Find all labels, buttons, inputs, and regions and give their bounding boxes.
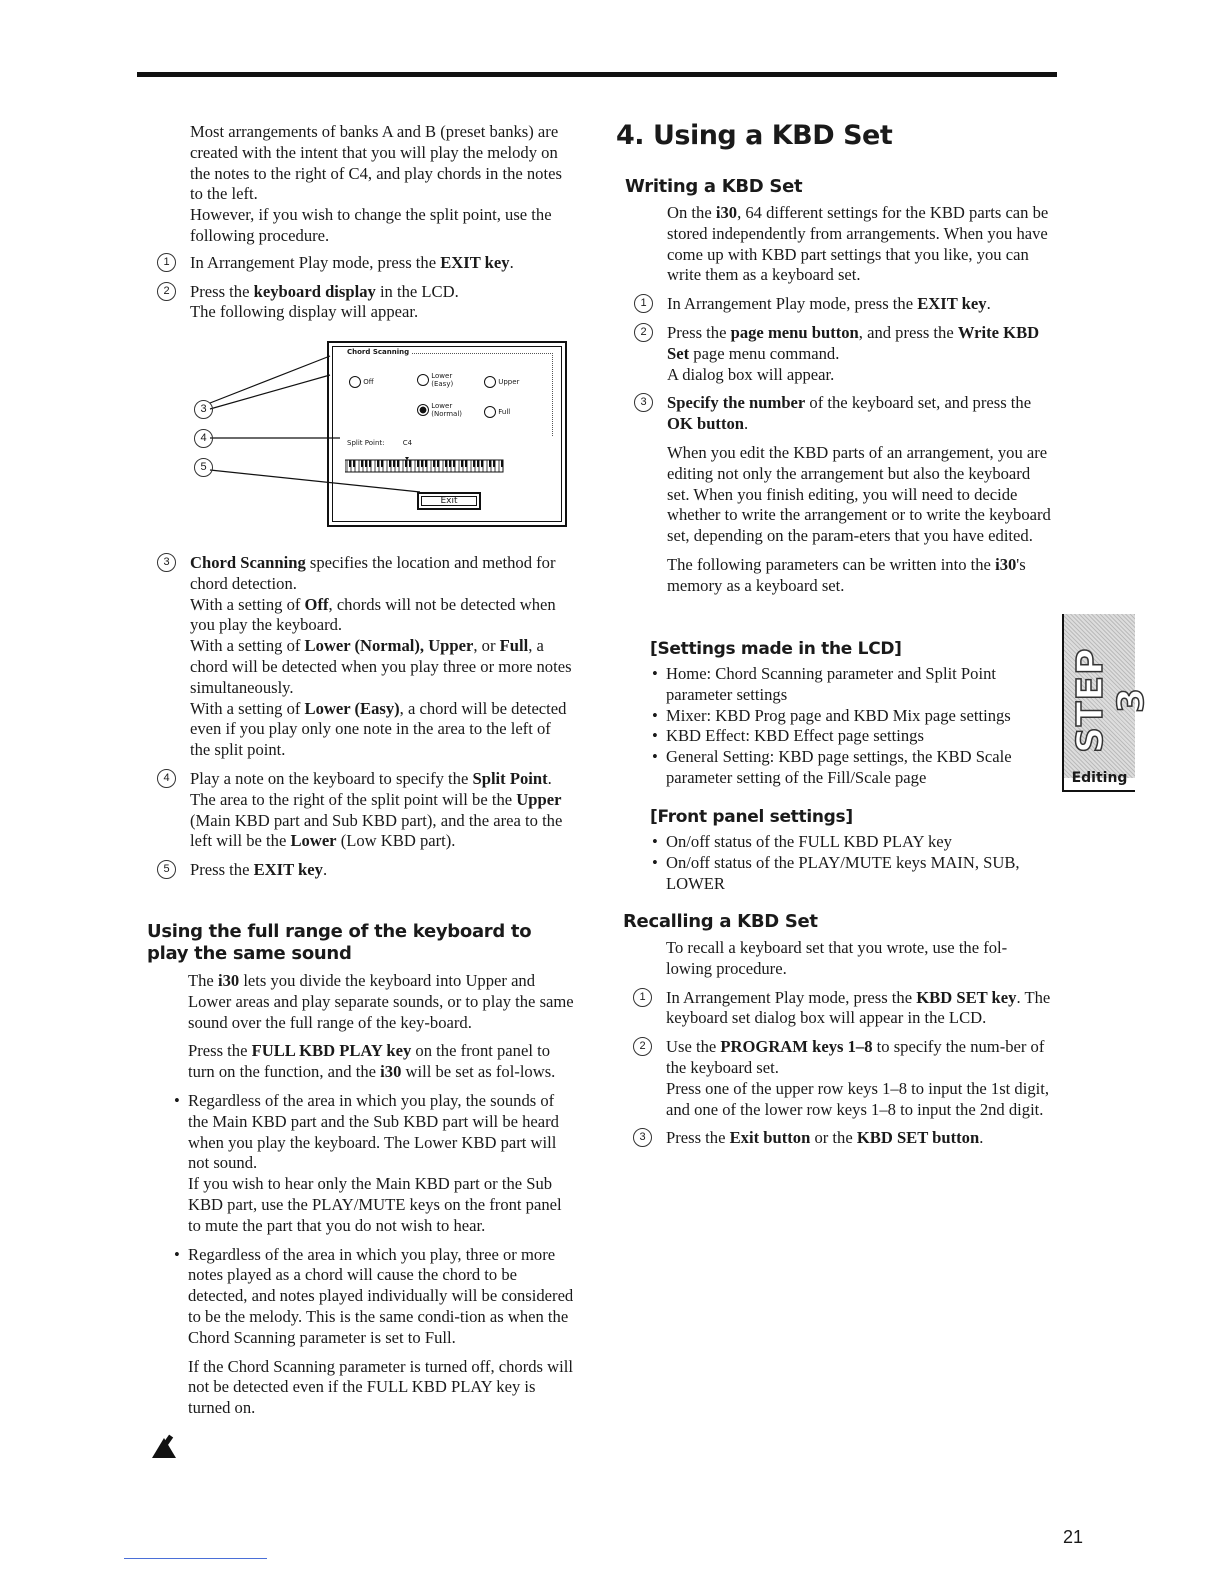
full-range-body <box>188 971 576 1419</box>
step-3: 3 Chord Scanning specifies the location and method for chord detection. With a setting of Off, chords will not be detected when you play the keyboard. With a setting of Lower (Normal), Upper, or Full, a chord will be detected when you play three or more notes simultaneously. With a setting of Lower (Easy), a chord will be detected even if you play only one note in the area to the left of the split point. <box>190 553 575 761</box>
step-5: 5 Press the EXIT key. <box>190 860 575 881</box>
step-number: 1 <box>633 988 652 1007</box>
editing-tab-label: Editing <box>1071 770 1128 786</box>
callout-4: 4 <box>194 429 213 448</box>
page-number: 21 <box>1063 1527 1084 1547</box>
split-point-field[interactable]: Split Point: C4 <box>347 439 413 447</box>
tab-underline <box>1062 790 1135 792</box>
radio-upper[interactable]: Upper <box>484 376 519 388</box>
front-item: • On/off status of the PLAY/MUTE keys MAIN, SUB, LOWER <box>666 853 1026 895</box>
black-key <box>501 460 503 467</box>
full-range-p2: Press the FULL KBD PLAY key on the front panel to turn on the function, and the i30 will be set as fol-lows. <box>188 1041 556 1082</box>
write-step-1: 1 In Arrangement Play mode, press the EXIT key. <box>667 294 1052 315</box>
full-range-bullet-1: • Regardless of the area in which you play, the sounds of the Main KBD part and the Sub KBD part will be heard when you play the keyboard. The Lower KBD part will not sound. If you wish to hear only the Main KBD part or the Sub KBD part, use the PLAY/MUTE keys on the front panel to mute the part that you do not wish to hear. <box>188 1091 576 1237</box>
recall-step-3: 3 Press the Exit button or the KBD SET button. <box>666 1128 1051 1149</box>
writing-body: On the i30, 64 different settings for the KBD parts can be stored independently from arrangements. When you have come up with KBD part settings that you like, you can write them as a keyboard set. 1 In Arrangement Play mode, press the EXIT key. 2 Press the page menu button, and press the Write KBD Set page menu command. A dialog box will appear. 3 Specify the number of the keyboard set, and press the OK button. When you edit the KBD parts of an arrangement, you are editing not only the arrangement but also the keyboard set. When you finish editing, you will need to decide whether to write the arrangement or to write the keyboard set, depending on the param-eters that you have edited. The following parameters can be written into the i30's memory as a keyboard set. <box>667 203 1052 597</box>
step-2: 2 Press the keyboard display in the LCD. The following display will appear. <box>190 282 575 324</box>
radio-lower-normal[interactable]: Lower (Normal) <box>417 402 483 418</box>
front-panel-title: [Front panel settings] <box>650 807 853 827</box>
footer-rule <box>124 1558 267 1559</box>
lcd-settings-title: [Settings made in the LCD] <box>650 639 902 659</box>
write-step-3: 3 Specify the number of the keyboard set, and press the OK button. <box>667 393 1052 435</box>
step-number: 2 <box>157 282 176 301</box>
tab-left-rule <box>1062 614 1064 792</box>
writing-title: Writing a KBD Set <box>625 176 803 197</box>
step-1: 1 In Arrangement Play mode, press the EXIT key. <box>190 253 575 274</box>
full-range-bullet-2: • Regardless of the area in which you play, three or more notes played as a chord will cause the chord to be detected, and notes played individually will be considered to be the melody. This is the same condi-tion as when the Chord Scanning parameter is set to Full. <box>188 1245 576 1349</box>
note-text: If the Chord Scanning parameter is turned off, chords will not be detected even if the FULL KBD PLAY key is turned on. <box>188 1356 573 1418</box>
step-number: 3 <box>633 1128 652 1147</box>
lcd-item: • Mixer: KBD Prog page and KBD Mix page settings <box>666 706 1046 727</box>
step-4: 4 Play a note on the keyboard to specify the Split Point. The area to the right of the split point will be the Upper (Main KBD part and Sub KBD part), and the area to the left will be the Lower (Low KBD part). <box>190 769 575 852</box>
chord-scanning-label: Chord Scanning <box>347 348 410 356</box>
step-number: 2 <box>634 323 653 342</box>
recall-step-2: 2 Use the PROGRAM keys 1–8 to specify the num-ber of the keyboard set. Press one of the upper row keys 1–8 to input the 1st digit, and one of the lower row keys 1–8 to input the 2nd digit. <box>666 1037 1051 1120</box>
write-note-2: The following parameters can be written into the i30's memory as a keyboard set. <box>667 554 1026 595</box>
callout-3: 3 <box>194 400 213 419</box>
write-step-2: 2 Press the page menu button, and press the Write KBD Set page menu command. A dialog box will appear. <box>667 323 1052 385</box>
left-column-lower <box>163 553 575 881</box>
step-tab-label: STEP 3 <box>1070 647 1152 753</box>
step-number: 1 <box>634 294 653 313</box>
caution-note-icon <box>150 1434 178 1460</box>
radio-full[interactable]: Full <box>484 406 510 418</box>
section-title-full-range: Using the full range of the keyboard to play the same sound <box>147 921 532 964</box>
lcd-settings-list <box>666 664 1046 789</box>
callout-lines <box>190 340 430 520</box>
lcd-item: • Home: Chord Scanning parameter and Split Point parameter settings <box>666 664 1046 706</box>
page-title: 4. Using a KBD Set <box>616 120 893 151</box>
recall-body: To recall a keyboard set that you wrote, use the fol-lowing procedure. 1 In Arrangement Play mode, press the KBD SET key. The keyboard set dialog box will appear in the LCD. 2 Use the PROGRAM keys 1–8 to specify the num-ber of the keyboard set. Press one of the upper row keys 1–8 to input the 1st digit, and one of the lower row keys 1–8 to input the 2nd digit. 3 Press the Exit button or the KBD SET button. <box>666 938 1051 1149</box>
left-column <box>163 122 575 323</box>
step-number: 3 <box>634 393 653 412</box>
step-number: 3 <box>157 553 176 572</box>
lcd-item: • General Setting: KBD page settings, the KBD Scale parameter setting of the Fill/Scale page <box>666 747 1046 789</box>
radio-off[interactable]: Off <box>349 376 374 388</box>
full-range-p1: The i30 lets you divide the keyboard into Upper and Lower areas and play separate sounds, or to play the same sound over the full range of the key-board. <box>188 971 574 1032</box>
callout-5: 5 <box>194 458 213 477</box>
radio-lower-easy[interactable]: Lower (Easy) <box>417 372 477 388</box>
step-number: 5 <box>157 860 176 879</box>
recall-title: Recalling a KBD Set <box>623 911 818 932</box>
intro-p2: However, if you wish to change the split point, use the following procedure. <box>190 205 552 245</box>
header-rule <box>137 72 1057 77</box>
lcd-item: • KBD Effect: KBD Effect page settings <box>666 726 1046 747</box>
exit-button[interactable]: Exit <box>417 492 481 510</box>
step-number: 4 <box>157 769 176 788</box>
step-number: 1 <box>157 253 176 272</box>
intro-p1: Most arrangements of banks A and B (preset banks) are created with the intent that you will play the melody on the notes to the right of C4, and play chords in the notes to the left. <box>190 122 562 204</box>
step-number: 2 <box>633 1037 652 1056</box>
recall-step-1: 1 In Arrangement Play mode, press the KBD SET key. The keyboard set dialog box will appear in the LCD. <box>666 988 1051 1030</box>
write-note-1: When you edit the KBD parts of an arrangement, you are editing not only the arrangement but also the keyboard set. When you finish editing, you will need to decide whether to write the arrangement or to write the keyboard set, depending on the param-eters that you have edited. <box>667 442 1051 546</box>
front-item: • On/off status of the FULL KBD PLAY key <box>666 832 1026 853</box>
front-panel-list <box>666 832 1026 894</box>
